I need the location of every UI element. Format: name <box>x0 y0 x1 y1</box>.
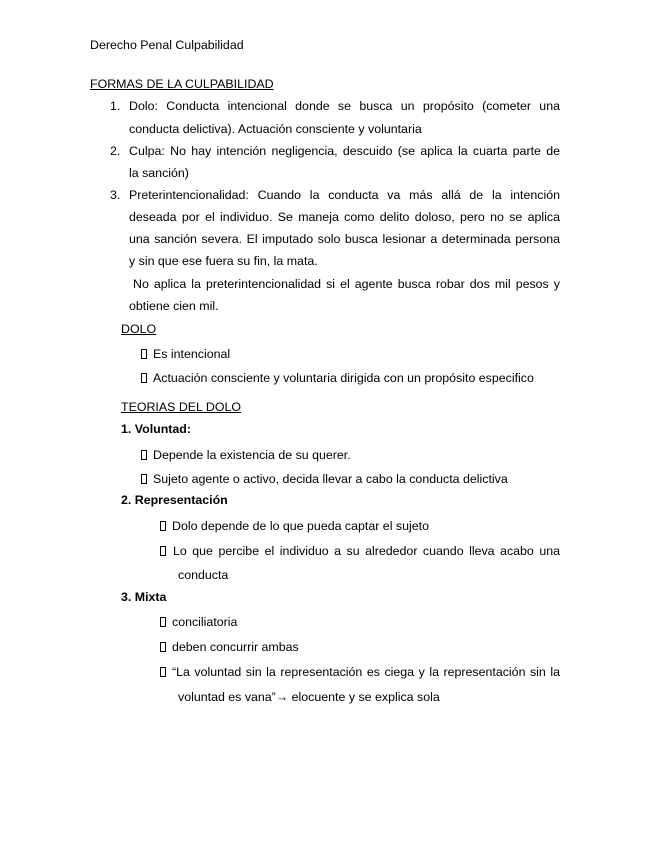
mixta-title: 3. Mixta <box>121 590 167 604</box>
teorias-heading: TEORIAS DEL DOLO <box>121 400 242 414</box>
dolo-bullet-1 <box>141 347 230 361</box>
formas-item-3-line-4: y sin que ese fuera su fin, la mata. <box>129 254 318 268</box>
representacion-bullet-2-line-1: Lo que percibe el individuo a su alrededor cuando lleva acabo una <box>173 544 560 558</box>
formas-item-2-line-1: Culpa: No hay intención negligencia, descuido (se aplica la cuarta parte de <box>129 144 560 158</box>
representacion-bullet-1 <box>160 519 429 533</box>
formas-note-line-1: No aplica la preterintencionalidad si el agente busca robar dos mil pesos y <box>133 277 560 291</box>
formas-item-1-line-2: conducta delictiva). Actuación consciente y voluntaria <box>129 122 422 136</box>
dolo-heading: DOLO <box>121 322 157 336</box>
formas-item-2-line-2: la sanción) <box>129 166 189 180</box>
formas-note-line-2: obtiene cien mil. <box>129 299 219 313</box>
voluntad-bullet-2 <box>141 472 508 486</box>
voluntad-bullet-1 <box>141 448 351 462</box>
bullet-box-icon <box>141 450 147 460</box>
formas-item-3-line-2: deseada por el individuo. Se maneja como delito doloso, pero no se aplica <box>129 210 560 224</box>
document-title: Derecho Penal Culpabilidad <box>90 38 244 52</box>
representacion-title: 2. Representación <box>121 493 228 507</box>
mixta-bullet-1-text: conciliatoria <box>172 615 238 629</box>
voluntad-bullet-1-text: Depende la existencia de su querer. <box>153 448 351 462</box>
voluntad-bullet-2-text: Sujeto agente o activo, decida llevar a cabo la conducta delictiva <box>153 472 508 486</box>
formas-heading: FORMAS DE LA CULPABILIDAD <box>90 77 274 91</box>
mixta-bullet-3-box <box>160 665 172 679</box>
bullet-box-icon <box>160 667 166 677</box>
dolo-bullet-1-text: Es intencional <box>153 347 231 361</box>
mixta-quote-line-2: voluntad es vana”→ elocuente y se explica sola <box>178 690 440 704</box>
representacion-bullet-2-box <box>160 544 172 558</box>
bullet-box-icon <box>160 642 166 652</box>
representacion-bullet-2-line-2: conducta <box>178 568 229 582</box>
bullet-box-icon <box>141 349 147 359</box>
mixta-quote-line-1: “La voluntad sin la representación es ciega y la representación sin la <box>172 665 560 679</box>
formas-item-3-number: 3. <box>110 188 121 202</box>
mixta-bullet-1 <box>160 615 237 629</box>
formas-item-1-number: 1. <box>110 99 121 113</box>
bullet-box-icon <box>141 474 147 484</box>
bullet-box-icon <box>160 617 166 627</box>
formas-item-3-line-1: Preterintencionalidad: Cuando la conducta va más allá de la intención <box>129 188 560 202</box>
formas-item-3-line-3: una sanción severa. El imputado solo busca lesionar a determinada persona <box>129 232 560 246</box>
voluntad-title: 1. Voluntad: <box>121 422 191 436</box>
mixta-bullet-2 <box>160 640 299 654</box>
dolo-bullet-2 <box>141 371 534 385</box>
formas-item-1-line-1: Dolo: Conducta intencional donde se busca un propósito (cometer una <box>129 99 560 113</box>
bullet-box-icon <box>160 521 166 531</box>
mixta-bullet-2-text: deben concurrir ambas <box>172 640 299 654</box>
representacion-bullet-1-text: Dolo depende de lo que pueda captar el sujeto <box>172 519 429 533</box>
bullet-box-icon <box>160 546 166 556</box>
dolo-bullet-2-text: Actuación consciente y voluntaria dirigida con un propósito especifico <box>153 371 534 385</box>
bullet-box-icon <box>141 373 147 383</box>
formas-item-2-number: 2. <box>110 144 121 158</box>
